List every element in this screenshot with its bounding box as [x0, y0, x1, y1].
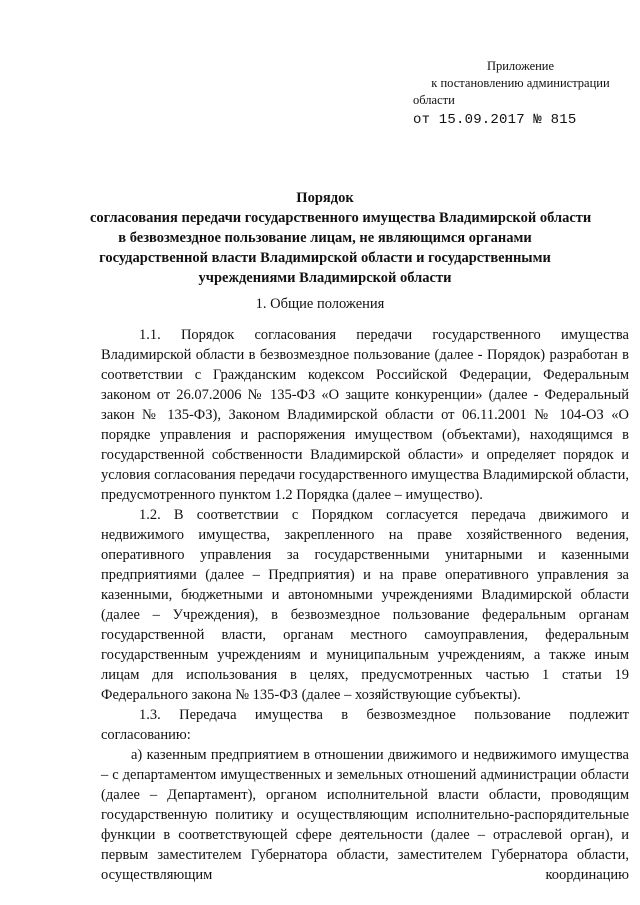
paragraph-1-1: 1.1. Порядок согласования передачи государственного имущества Владимирской области в безвозмездное пользование (далее - Порядок) разработан в соответствии с Гражданским кодексом Российской Федерации, Федеральным законом от 26.07.2006 № 135-ФЗ «О защите конкуренции» (далее - Федеральный закон № 135-ФЗ), Законом Владимирской области от 06.11.2001 № 104-ОЗ «О порядке управления и распоряжения имуществом (объектами), находящимся в государственной собственности Владимирской области» и определяет порядок и условия согласования передачи государственного имущества Владимирской области, предусмотренного пунктом 1.2 Порядка (далее – имущество). [101, 327, 629, 503]
appendix-region: области [413, 93, 455, 107]
paragraph-1-2: 1.2. В соответствии с Порядком согласуется передача движимого и недвижимого имущества, закрепленного на праве хозяйственного ведения, оперативного управления за государственными унитарными и казенными предприятиями (далее – Предприятия) и на праве оперативного управления за казенными, бюджетными и автономными учреждениями Владимирской области (далее – Учреждения), в безвозмездное пользование федеральным органам государственной власти, органам местного самоуправления, федеральным государственным учреждениям и муниципальным учреждениям, а также иным лицам для использования в целях, предусмотренных частью 1 статьи 19 Федерального закона № 135-ФЗ (далее – хозяйствующие субъекты). [101, 507, 629, 703]
document-body [101, 325, 629, 885]
section-heading: 1. Общие положения [255, 296, 385, 312]
paragraph-1-3: 1.3. Передача имущества в безвозмездное пользование подлежит [139, 707, 629, 723]
title-line: согласования передачи государственного имущества Владимирской области [90, 210, 592, 226]
title-line: Порядок [296, 190, 354, 206]
title-line: в безвозмездное пользование лицам, не являющимся органами [118, 230, 532, 246]
paragraph-1-3-a: а) казенным предприятием в отношении движимого и недвижимого имущества – с департаментом имущественных и земельных отношений администрации области (далее – Департамент), органом исполнительной власти области, проводящим государственную политику и осуществляющим исполнительно-распорядительные функции в соответствующей сфере деятельности (далее – отраслевой орган), и первым заместителем Губернатора области, заместителем Губернатора области, осуществляющим координацию [101, 747, 629, 883]
title-line: учреждениями Владимирской области [198, 270, 452, 286]
document-title [90, 188, 592, 288]
title-line: государственной власти Владимирской области и государственными [99, 250, 551, 266]
paragraph-1-3-continuation: согласованию: [101, 727, 191, 743]
appendix-date-number: от 15.09.2017 № 815 [413, 112, 577, 128]
appendix-label: Приложение [486, 59, 555, 73]
appendix-block [413, 58, 628, 129]
appendix-resolution-ref: к постановлению администрации [431, 76, 610, 90]
